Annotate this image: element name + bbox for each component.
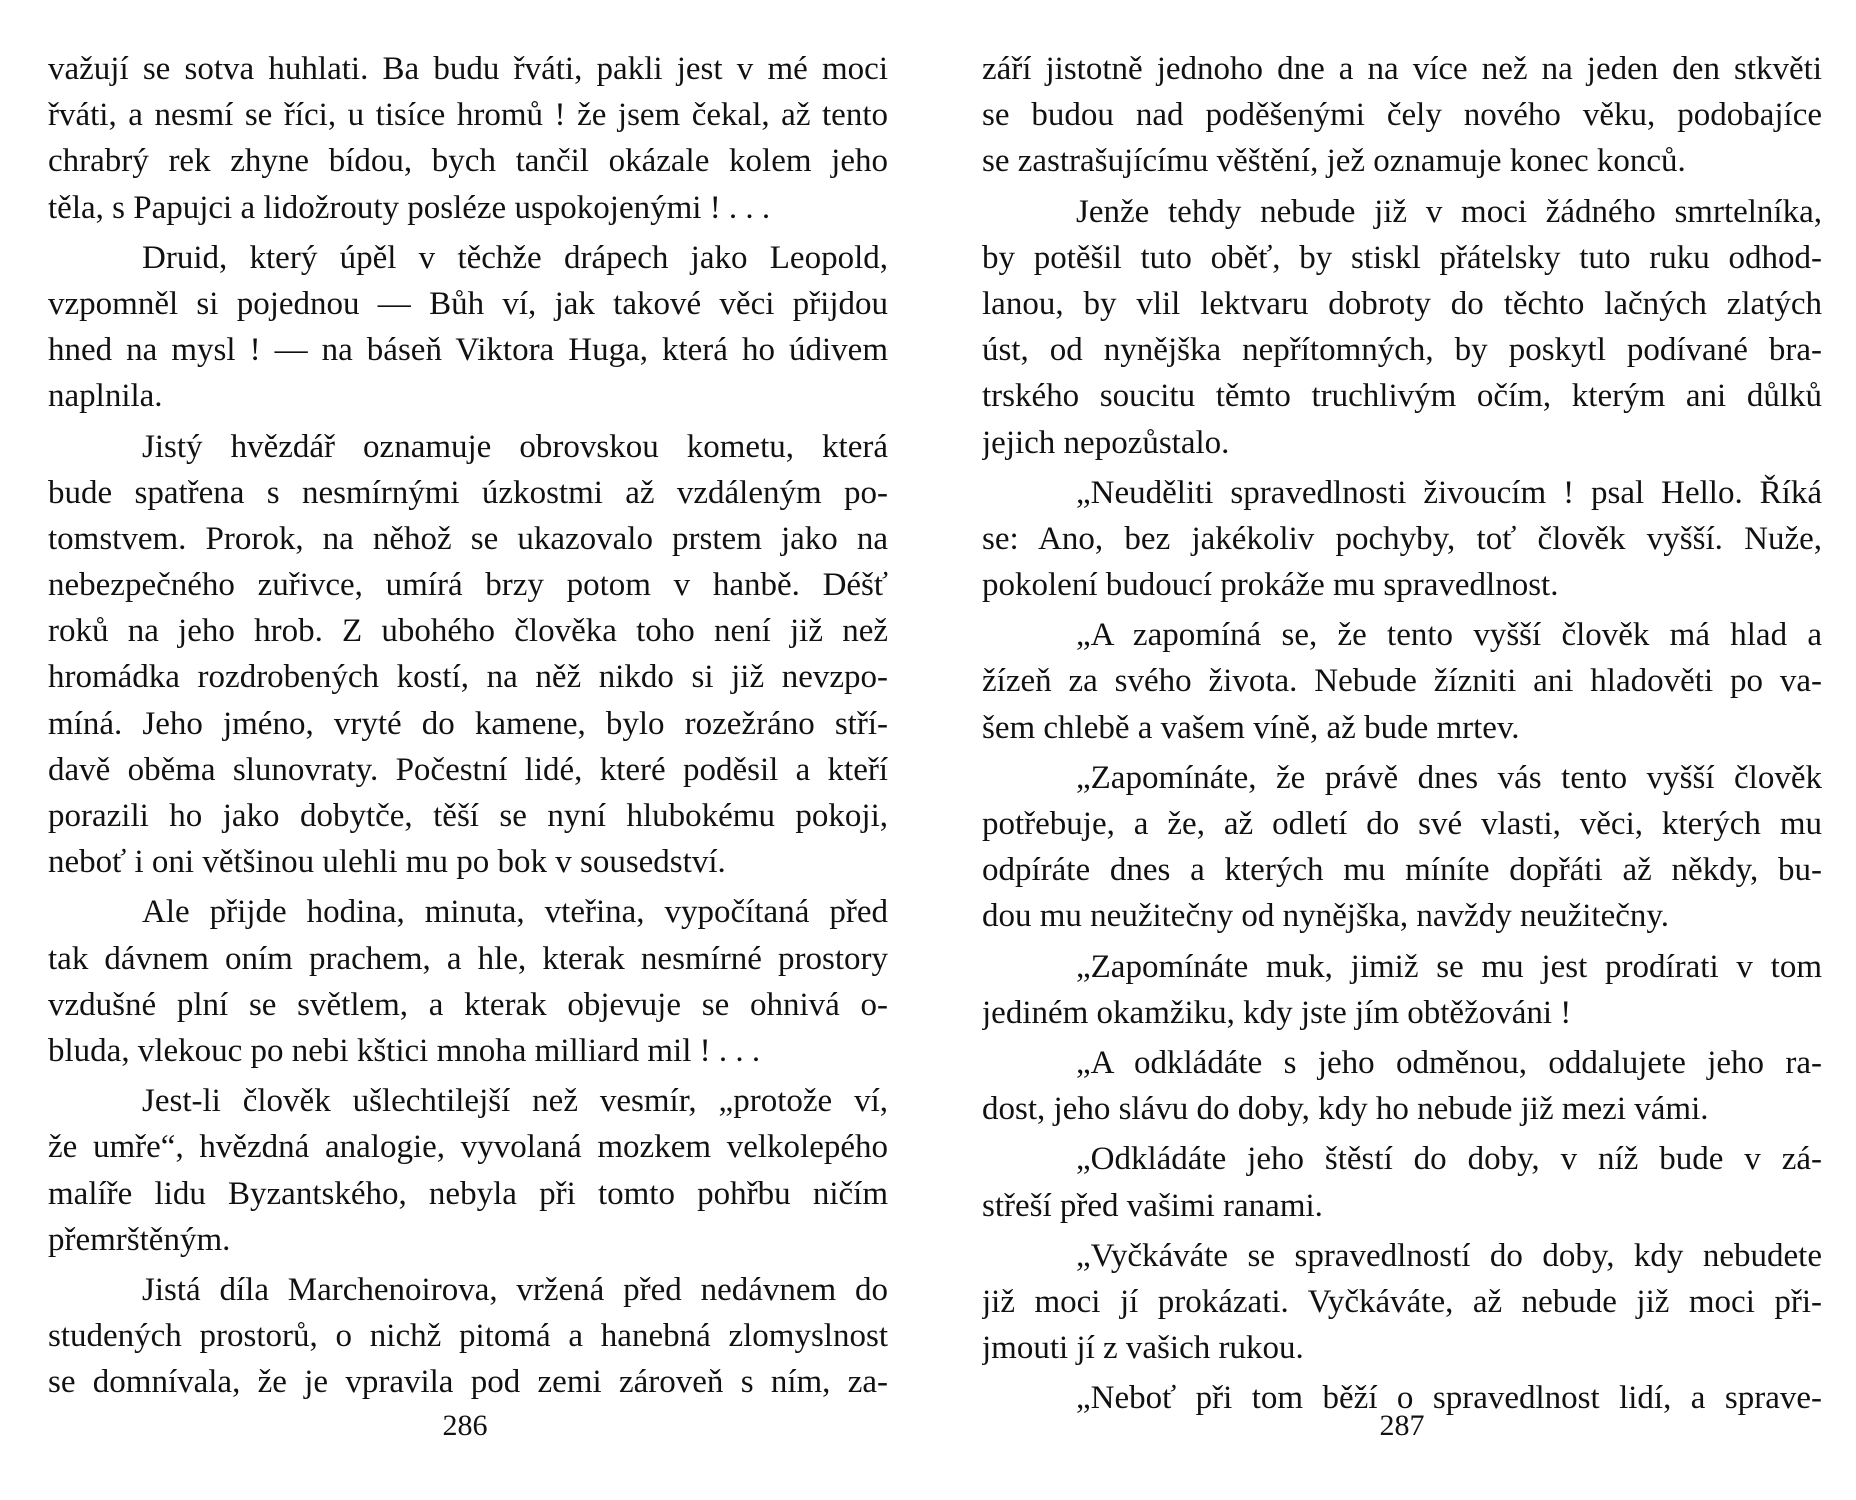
text-line: míná. Jeho jméno, vryté do kamene, bylo rozežráno stří- <box>48 705 888 742</box>
text-line: by potěšil tuto oběť, by stiskl přátelsky tuto ruku odhod- <box>982 239 1822 276</box>
text-line: studených prostorů, o nichž pitomá a hanebná zlomyslnost <box>48 1318 888 1355</box>
text-line: naplnila. <box>48 378 163 415</box>
text-line: jejich nepozůstalo. <box>982 424 1230 461</box>
text-line: dou mu neužitečny od nynějška, navždy neužitečny. <box>982 898 1669 935</box>
paragraph <box>48 235 888 420</box>
paragraph <box>982 612 1822 751</box>
text-line: se domnívala, že je vpravila pod zemi zároveň s ním, za- <box>48 1364 888 1401</box>
text-line: „Vyčkáváte se spravedlností do doby, kdy nebudete <box>1076 1237 1822 1274</box>
paragraph <box>48 1078 888 1263</box>
text-line: pokolení budoucí prokáže mu spravedlnost. <box>982 567 1559 604</box>
paragraph <box>982 470 1822 609</box>
text-line: že umře“, hvězdná analogie, vyvolaná mozkem velkolepého <box>48 1129 888 1166</box>
paragraph <box>48 889 888 1074</box>
text-line: střeší před vašimi ranami. <box>982 1187 1323 1224</box>
text-line: roků na jeho hrob. Z ubohého člověka toho není již než <box>48 613 888 650</box>
text-line: „Zapomínáte, že právě dnes vás tento vyšší člověk <box>1076 759 1822 796</box>
paragraph <box>48 424 888 886</box>
text-line: Jest-li člověk ušlechtilejší než vesmír, „protože ví, <box>142 1083 888 1120</box>
text-line: „Neboť při tom běží o spravedlnost lidí, a sprave- <box>1076 1380 1822 1417</box>
text-line: jediném okamžiku, kdy jste jím obtěžováni ! <box>982 994 1572 1031</box>
text-line: davě oběma slunovraty. Počestní lidé, které poděsil a kteří <box>48 751 888 788</box>
text-line: se zastrašujícímu věštění, jež oznamuje konec konců. <box>982 143 1686 180</box>
text-line: tomstvem. Prorok, na něhož se ukazovalo prstem jako na <box>48 520 888 557</box>
paragraph <box>48 1267 888 1406</box>
text-line: hned na mysl ! — na báseň Viktora Huga, která ho údivem <box>48 332 888 369</box>
right-page-number: 287 <box>1379 1409 1425 1442</box>
text-line: Druid, který úpěl v těchže drápech jako Leopold, <box>142 239 888 276</box>
text-line: Ale přijde hodina, minuta, vteřina, vypočítaná před <box>142 894 888 931</box>
text-line: dost, jeho slávu do doby, kdy ho nebude již mezi vámi. <box>982 1091 1709 1128</box>
text-line: se: Ano, bez jakékoliv pochyby, toť člověk vyšší. Nuže, <box>982 520 1822 557</box>
text-line: lanou, by vlil lektvaru dobroty do těchto lačných zlatých <box>982 285 1822 322</box>
text-line: važují se sotva huhlati. Ba budu řváti, pakli jest v mé moci <box>48 51 888 87</box>
text-line: šem chlebě a vašem víně, až bude mrtev. <box>982 709 1520 746</box>
text-line: porazili ho jako dobytče, těší se nyní hlubokému pokoji, <box>48 798 888 834</box>
text-line: chrabrý rek zhyne bídou, bych tančil okázale kolem jeho <box>48 143 888 180</box>
text-line: bude spatřena s nesmírnými úzkostmi až vzdáleným po- <box>48 474 888 511</box>
text-line: již moci jí prokázati. Vyčkáváte, až nebude již moci při- <box>982 1283 1822 1320</box>
text-line: tak dávnem oním prachem, a hle, kterak nesmírné prostory <box>48 940 888 977</box>
text-line: září jistotně jednoho dne a na více než na jeden den stkvěti <box>982 51 1822 87</box>
text-line: úst, od nynějška nepřítomných, by poskytl podívané bra- <box>982 332 1822 369</box>
paragraph <box>982 1040 1822 1132</box>
right-page <box>982 46 1822 1446</box>
text-line: Jistá díla Marchenoirova, vržená před nedávnem do <box>142 1271 888 1308</box>
text-line: „Odkládáte jeho štěstí do doby, v níž bude v zá- <box>1076 1141 1822 1178</box>
text-line: „A zapomíná se, že tento vyšší člověk má hlad a <box>1076 617 1822 654</box>
text-line: „A odkládáte s jeho odměnou, oddalujete jeho ra- <box>1076 1044 1822 1081</box>
text-line: se budou nad poděšenými čely nového věku, podobajíce <box>982 97 1822 134</box>
text-line: jmouti jí z vašich rukou. <box>982 1330 1304 1367</box>
paragraph <box>982 1136 1822 1228</box>
text-line: Jistý hvězdář oznamuje obrovskou kometu, která <box>142 428 888 465</box>
text-line: těla, s Papujci a lidožrouty posléze uspokojenými ! . . . <box>48 189 771 226</box>
text-line: přemrštěným. <box>48 1221 231 1258</box>
text-line: Jenže tehdy nebude již v moci žádného smrtelníka, <box>1076 193 1822 230</box>
text-line: řváti, a nesmí se říci, u tisíce hromů ! že jsem čekal, až tento <box>48 97 888 134</box>
left-page-number: 286 <box>442 1409 488 1442</box>
text-line: vzpomněl si pojednou — Bůh ví, jak takové věci přijdou <box>48 285 888 322</box>
paragraph <box>982 189 1822 466</box>
paragraph <box>982 46 1822 185</box>
text-line: žízeň za svého života. Nebude žízniti ani hladověti po va- <box>982 663 1822 700</box>
paragraph <box>982 755 1822 940</box>
text-line: „Zapomínáte muk, jimiž se mu jest prodírati v tom <box>1076 948 1822 985</box>
text-line: odpíráte dnes a kterých mu míníte dopřáti až někdy, bu- <box>982 852 1822 889</box>
paragraph <box>982 1233 1822 1372</box>
text-line: vzdušné plní se světlem, a kterak objevuje se ohnivá o- <box>48 986 888 1023</box>
text-line: „Neuděliti spravedlnosti živoucím ! psal Hello. Říká <box>1076 474 1822 511</box>
text-line: neboť i oni většinou ulehli mu po bok v sousedství. <box>48 844 726 881</box>
paragraph <box>48 46 888 231</box>
text-line: potřebuje, a že, až odletí do své vlasti, věci, kterých mu <box>982 806 1822 842</box>
left-page <box>48 46 888 1446</box>
paragraph <box>982 944 1822 1036</box>
text-line: trského soucitu těmto truchlivým očím, kterým ani důlků <box>982 378 1822 415</box>
text-line: nebezpečného zuřivce, umírá brzy potom v hanbě. Déšť <box>48 567 888 604</box>
text-line: hromádka rozdrobených kostí, na něž nikdo si již nevzpo- <box>48 659 888 696</box>
text-line: malíře lidu Byzantského, nebyla při tomto pohřbu ničím <box>48 1175 888 1212</box>
text-line: bluda, vlekouc po nebi kštici mnoha milliard mil ! . . . <box>48 1032 761 1069</box>
